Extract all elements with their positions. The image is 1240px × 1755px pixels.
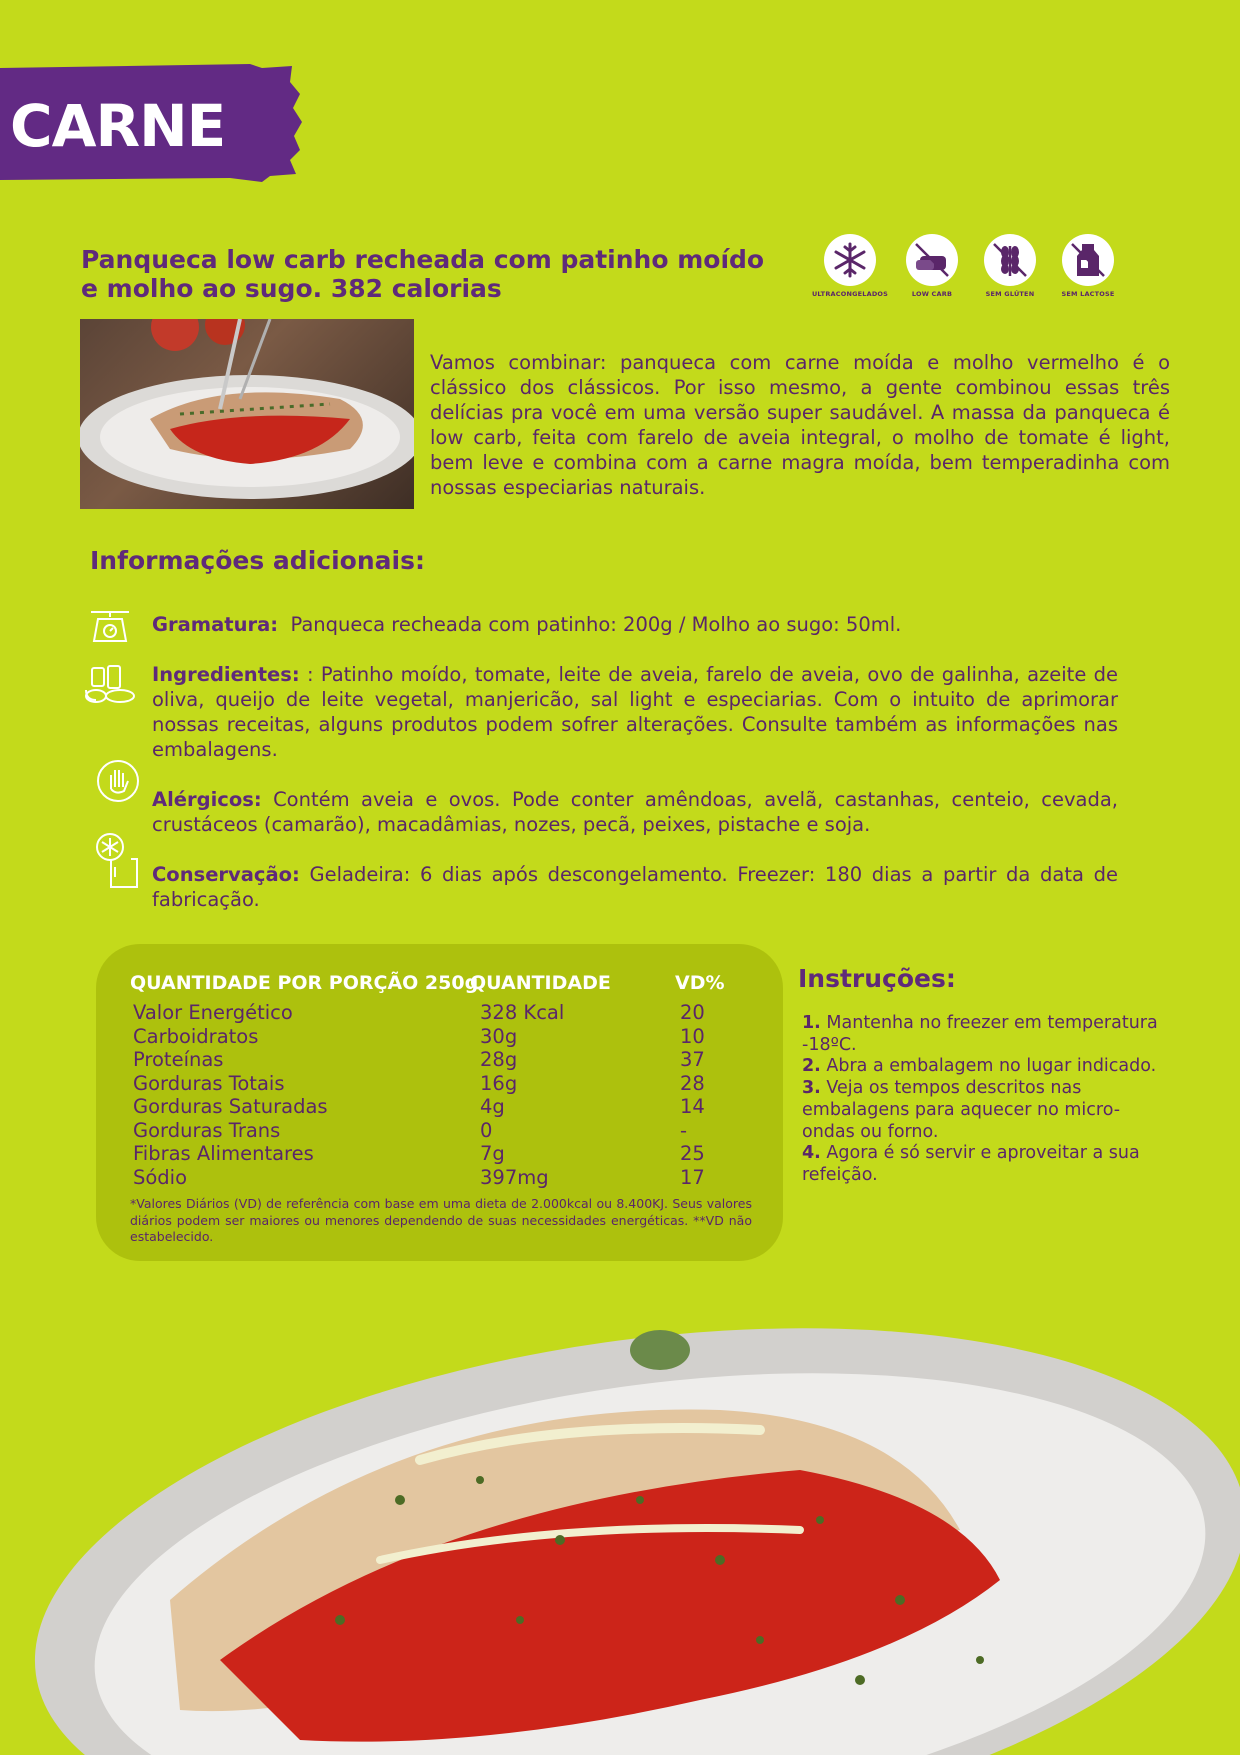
instruction-step <box>802 1143 1172 1186</box>
nutrition-header-vd: VD% <box>675 972 725 994</box>
alergicos-label: Alérgicos: <box>152 788 262 811</box>
no-bread-icon <box>912 240 952 280</box>
step-number: 1. <box>802 1013 821 1033</box>
snowflake-icon <box>830 240 870 280</box>
category-title: CARNE <box>10 92 226 160</box>
nutrient-quantity: 4g <box>480 1095 505 1118</box>
gramatura-row <box>152 612 1118 637</box>
nutrition-header-portion: QUANTIDADE POR PORÇÃO 250g <box>130 972 479 994</box>
gramatura-text: Panqueca recheada com patinho: 200g / Molho ao sugo: 50ml. <box>290 613 902 636</box>
nutrient-name: Proteínas <box>133 1048 224 1071</box>
ingredients-icon <box>84 664 138 708</box>
scale-icon <box>89 609 131 647</box>
step-text: Mantenha no freezer em temperatura -18ºC. <box>802 1013 1158 1055</box>
step-text: Abra a embalagem no lugar indicado. <box>826 1056 1157 1077</box>
nutrient-name: Carboidratos <box>133 1024 259 1048</box>
instruction-step <box>802 1078 1172 1143</box>
nutrient-quantity: 0 <box>480 1118 493 1142</box>
badge-sem-lactose <box>1048 234 1128 298</box>
nutrient-vd: 17 <box>680 1165 705 1189</box>
badge-label: ULTRACONGELADOS <box>811 290 889 298</box>
nutrient-name: Gorduras Saturadas <box>133 1095 328 1118</box>
nutrient-quantity: 7g <box>480 1142 505 1165</box>
nutrient-name: Valor Energético <box>133 1001 293 1024</box>
nutrition-header-quantity: QUANTIDADE <box>470 972 611 994</box>
nutrient-vd: - <box>680 1118 688 1142</box>
nutrient-vd: 25 <box>680 1142 705 1165</box>
nutrient-vd: 14 <box>680 1095 705 1118</box>
instructions-list <box>802 1013 1172 1187</box>
nutrition-col-vd <box>680 1001 705 1189</box>
conservacao-text: Geladeira: 6 dias após descongelamento. Freezer: 180 dias a partir da data de fabricação. <box>152 863 1119 911</box>
no-wheat-icon <box>990 240 1030 280</box>
allergy-hand-icon <box>96 759 140 807</box>
nutrition-table <box>96 944 783 1261</box>
nutrient-vd: 37 <box>680 1048 705 1071</box>
step-text: Veja os tempos descritos nas embalagens para aquecer no micro-ondas ou forno. <box>802 1078 1121 1142</box>
nutrient-vd: 28 <box>680 1071 705 1095</box>
product-title: Panqueca low carb recheada com patinho moído e molho ao sugo. 382 calorias <box>81 245 765 303</box>
instruction-step <box>802 1056 1172 1078</box>
alergicos-row <box>152 787 1118 837</box>
conservacao-row <box>152 862 1118 912</box>
nutrient-quantity: 397mg <box>480 1165 549 1189</box>
ingredientes-label: Ingredientes: <box>152 663 300 686</box>
product-photo-large <box>0 1300 1240 1755</box>
step-text: Agora é só servir e aproveitar a sua refeição. <box>802 1143 1140 1185</box>
step-number: 4. <box>802 1143 821 1164</box>
ingredientes-row <box>152 662 1118 762</box>
badge-low-carb <box>892 234 972 298</box>
nutrition-col-nutrient <box>133 1001 328 1189</box>
nutrient-name: Gorduras Trans <box>133 1118 281 1142</box>
gramatura-label: Gramatura: <box>152 613 279 636</box>
instruction-step <box>802 1013 1172 1056</box>
product-photo-small <box>80 319 414 509</box>
nutrition-col-quantity <box>480 1001 564 1189</box>
additional-info-title: Informações adicionais: <box>90 546 425 575</box>
nutrient-vd: 20 <box>680 1001 705 1024</box>
badge-label: SEM LACTOSE <box>1061 290 1115 298</box>
fridge-snowflake-icon <box>95 833 141 893</box>
nutrient-name: Sódio <box>133 1165 188 1189</box>
ingredientes-text: : Patinho moído, tomate, leite de aveia, farelo de aveia, ovo de galinha, azeite de oliva, queijo de leite vegetal, manjericão, sal light e especiarias. Com o intuito de aprimorar nossas receitas, alguns produtos podem sofrer alterações. Consulte também as informações nas embalagens. <box>152 663 1119 761</box>
instructions-title: Instruções: <box>798 964 956 993</box>
nutrient-quantity: 16g <box>480 1071 518 1095</box>
step-number: 3. <box>802 1078 821 1099</box>
alergicos-text: Contém aveia e ovos. Pode conter amêndoas, avelã, castanhas, centeio, cevada, crustáceos (camarão), macadâmias, nozes, pecã, peixes, pistache e soja. <box>152 788 1118 836</box>
intro-paragraph: Vamos combinar: panqueca com carne moída e molho vermelho é o clássico dos clássicos. Por isso mesmo, a gente combinou essas três delícias pra você em uma versão super saudável. A massa da panqueca é low carb, feita com farelo de aveia integral, o molho de tomate é light, bem leve e combina com a carne magra moída, bem temperadinha com nossas especiarias naturais. <box>430 351 1170 499</box>
badge-sem-gluten <box>970 234 1050 298</box>
nutrient-name: Fibras Alimentares <box>133 1142 314 1165</box>
category-banner <box>0 64 302 182</box>
badge-label: SEM GLÚTEN <box>985 290 1035 298</box>
nutrient-quantity: 30g <box>480 1024 518 1048</box>
no-milk-icon <box>1068 240 1108 280</box>
badge-row <box>810 234 1120 304</box>
conservacao-label: Conservação: <box>152 863 300 886</box>
nutrient-vd: 10 <box>680 1024 705 1048</box>
nutrient-quantity: 328 Kcal <box>480 1001 565 1024</box>
badge-ultracongelados <box>810 234 890 298</box>
nutrient-quantity: 28g <box>480 1048 518 1071</box>
nutrient-name: Gorduras Totais <box>133 1071 285 1095</box>
nutrition-footnote: *Valores Diários (VD) de referência com base em uma dieta de 2.000kcal ou 8.400KJ. Seus valores diários podem ser maiores ou menores dependendo de suas necessidades energéticas. **VD não estabelecido. <box>130 1196 752 1244</box>
step-number: 2. <box>802 1056 821 1077</box>
badge-label: LOW CARB <box>911 290 953 298</box>
